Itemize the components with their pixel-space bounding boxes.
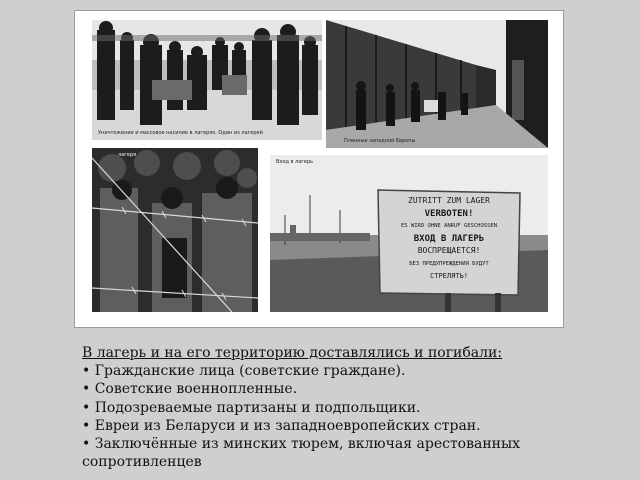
sign-line: ES WIRD OHNE ANRUF GESCHOSSEN [400, 223, 498, 229]
sign-line: ВОСПРЕЩАЕТСЯ! [417, 246, 481, 255]
photo-train-wagons [326, 20, 548, 148]
list-item: • Советские военнопленные. [82, 380, 622, 398]
sign-line: ВХОД В ЛАГЕРЬ [413, 233, 485, 244]
warning-sign [382, 195, 516, 291]
sign-line: ZUTRITT ZUM LAGER [408, 196, 490, 205]
photo-camp-entrance-sign [270, 155, 548, 312]
photo-caption: Пленные западной Европы [344, 138, 416, 144]
list-item: • Подозреваемые партизаны и подпольщики. [82, 399, 622, 417]
photo-caption: Уничтожение и массовое насилие в лагерях. Один из лагерей [98, 130, 263, 136]
sign-line: VERBOTEN! [424, 208, 474, 219]
list-item: • Евреи из Беларуси и из западноевропейских стран. [82, 417, 622, 435]
photo-camp-yard-crowd [92, 20, 322, 140]
victims-list [82, 362, 622, 471]
list-item: • Гражданские лица (советские граждане). [82, 362, 622, 380]
photo-caption: Вход в лагерь [276, 159, 314, 165]
sign-line: СТРЕЛЯТЬ! [430, 272, 468, 280]
sign-line: БЕЗ ПРЕДУПРЕЖДЕНИЯ БУДУТ [409, 260, 489, 267]
list-item: • Заключённые из минских тюрем, включая арестованных сопротивленцев [82, 435, 622, 471]
photo-caption: лагеря [118, 152, 137, 158]
text-heading: В лагерь и на его территорию доставлялись и погибали: [82, 345, 503, 361]
photo-barbed-wire-prisoners [92, 148, 258, 312]
slide-text [82, 344, 622, 471]
